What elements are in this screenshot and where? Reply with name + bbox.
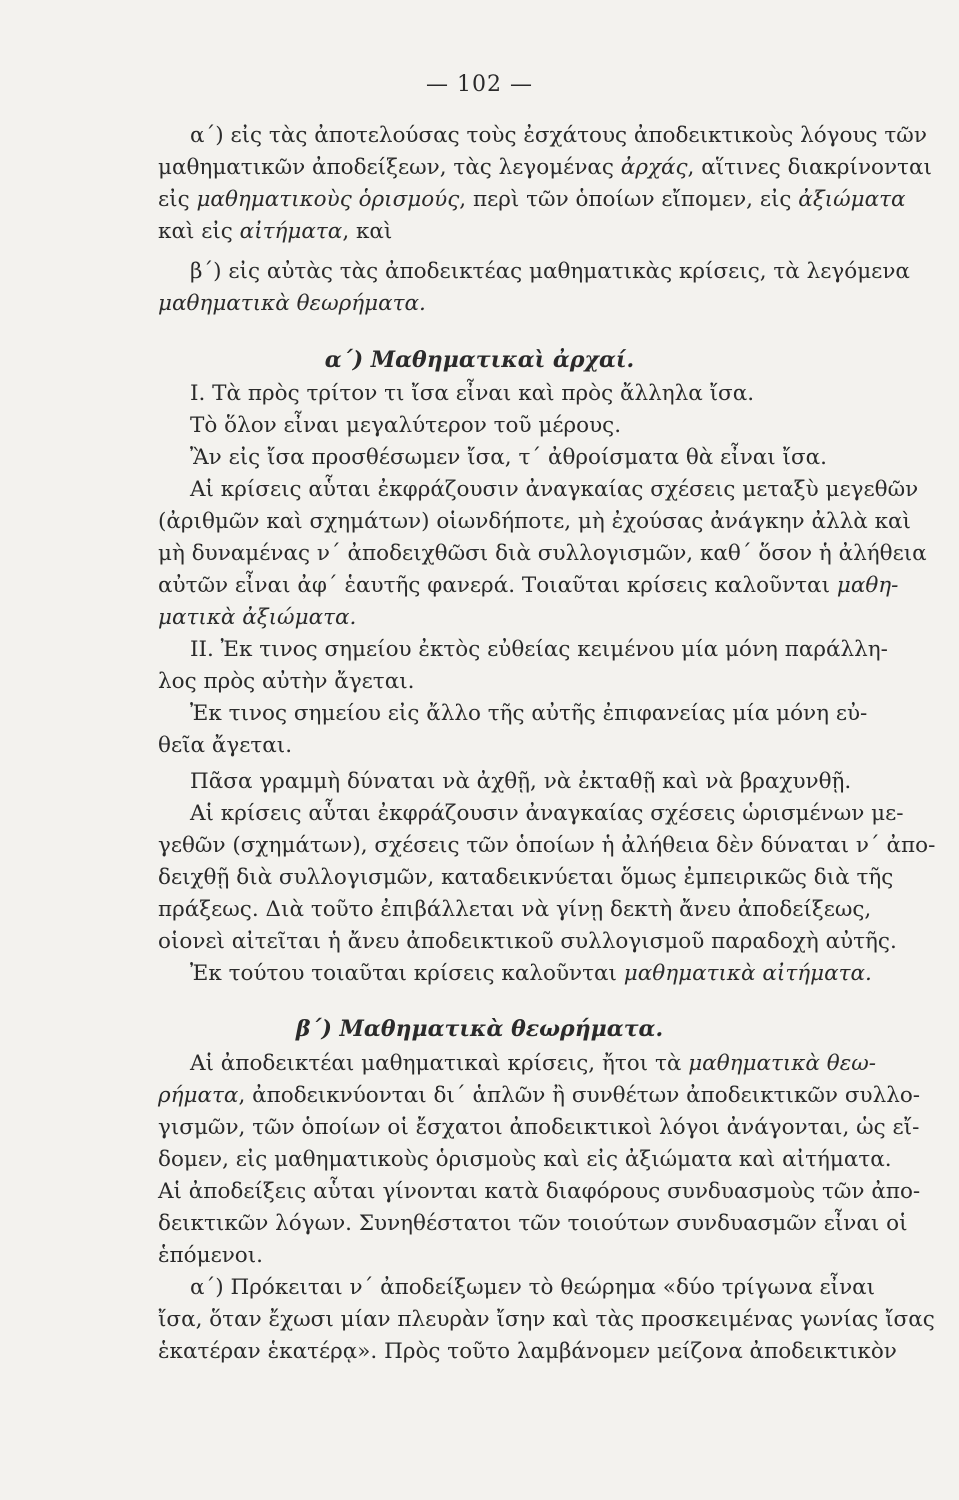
text-line [190,474,950,506]
italic-term: μαθη- [836,573,899,598]
text-line [190,766,950,798]
text-line [190,378,950,410]
text-segment: , περὶ τῶν ὁποίων εἴπομεν, εἰς [459,187,799,212]
text-segment: β΄) εἰς αὐτὰς τὰς ἀποδεικτέας μαθηματικὰς κρίσεις, τὰ λεγόμενα [190,259,910,284]
text-line [158,1176,921,1208]
italic-term: αἰτήματα [239,219,343,244]
italic-term: ἀρχάς [620,155,688,180]
text-line [158,570,918,602]
text-segment: εἰς [158,187,197,212]
text-segment: δομεν, εἰς μαθηματικοὺς ὁρισμοὺς καὶ εἰς ἀξιώματα καὶ αἰτήματα. [158,1147,892,1172]
page-number: — 102 — [426,72,533,97]
text-line [190,442,950,474]
text-segment: Τὸ ὅλον εἶναι μεγαλύτερον τοῦ μέρους. [190,413,622,438]
text-line [158,1144,918,1176]
text-line [158,288,918,320]
text-segment: (ἀριθμῶν καὶ σχημάτων) οἱωνδήποτε, μὴ ἐχούσας ἀνάγκην ἀλλὰ καὶ [158,509,911,534]
text-segment: , καὶ [342,219,393,244]
text-segment: , ἀποδεικνύονται δι΄ ἁπλῶν ἢ συνθέτων ἀποδεικτικῶν συλλο- [238,1083,921,1108]
text-segment: μὴ δυναμένας ν΄ ἀποδειχθῶσι διὰ συλλογισμῶν, καθ΄ ὅσον ἡ ἀλήθεια [158,541,927,566]
text-line [158,1304,935,1336]
text-line [158,1336,918,1368]
text-line [158,1080,921,1112]
text-line [158,152,932,184]
text-line [190,1272,950,1304]
text-line [158,1112,918,1144]
text-segment: α΄) Πρόκειται ν΄ ἀποδείξωμεν τὸ θεώρημα «δύο τρίγωνα εἶναι [190,1275,876,1300]
text-line [190,256,950,288]
text-segment: Αἱ κρίσεις αὗται ἐκφράζουσιν ἀναγκαίας σχέσεις μεταξὺ μεγεθῶν [190,477,919,502]
text-line [158,666,918,698]
text-segment: Αἱ ἀποδείξεις αὗται γίνονται κατὰ διαφόρους συνδυασμοὺς τῶν ἀπο- [158,1179,921,1204]
text-segment: καὶ εἰς [158,219,240,244]
italic-term: μαθηματικὰ θεω- [688,1051,877,1076]
text-segment: Αἱ κρίσεις αὗται ἐκφράζουσιν ἀναγκαίας σχέσεις ὡρισμένων με- [190,801,904,826]
text-segment: Ἐκ τινος σημείου εἰς ἄλλο τῆς αὐτῆς ἐπιφανείας μία μόνη εὐ- [190,701,868,726]
text-segment: μαθηματικῶν ἀποδείξεων, τὰς λεγομένας [158,155,621,180]
text-line [158,602,918,634]
text-segment: γεθῶν (σχημάτων), σχέσεις τῶν ὁποίων ἡ ἀλήθεια δὲν δύναται ν΄ ἀπο- [158,833,936,858]
text-line [158,926,918,958]
text-line [190,634,950,666]
italic-term: ρήματα [158,1083,239,1108]
text-line [158,1208,918,1240]
text-segment: οἱονεὶ αἰτεῖται ἡ ἄνευ ἀποδεικτικοῦ συλλογισμοῦ παραδοχὴ αὐτῆς. [158,929,897,954]
text-line [158,216,918,248]
text-segment: ἑκατέραν ἑκατέρᾳ». Πρὸς τοῦτο λαμβάνομεν μείζονα ἀποδεικτικὸν [158,1339,897,1364]
italic-term: μαθηματικοὺς ὁρισμούς [196,187,460,212]
text-segment: ἑπόμενοι. [158,1243,264,1268]
section-heading-theorems: β΄) Μαθηματικὰ θεωρήματα. [295,1016,664,1042]
text-segment: Πᾶσα γραμμὴ δύναται νὰ ἀχθῇ, νὰ ἐκταθῇ καὶ νὰ βραχυνθῇ. [190,769,852,794]
text-line [158,730,918,762]
text-line [158,862,918,894]
text-line [158,894,918,926]
text-line [158,184,918,216]
italic-term: μαθηματικὰ θεωρήματα. [158,291,426,316]
section-heading-principles: α΄) Μαθηματικαὶ ἀρχαί. [324,347,635,373]
text-segment: δεικτικῶν λόγων. Συνηθέστατοι τῶν τοιούτων συνδυασμῶν εἶναι οἱ [158,1211,908,1236]
text-line [190,958,950,990]
text-segment: , αἵτινες διακρίνονται [687,155,932,180]
text-segment: α΄) εἰς τὰς ἀποτελούσας τοὺς ἐσχάτους ἀποδεικτικοὺς λόγους τῶν [190,123,927,148]
text-segment: αὐτῶν εἶναι ἀφ΄ ἑαυτῆς φανερά. Τοιαῦται κρίσεις καλοῦνται [158,573,837,598]
text-segment: Ἂν εἰς ἴσα προσθέσωμεν ἴσα, τ΄ ἀθροίσματα θὰ εἶναι ἴσα. [190,445,828,470]
text-segment: δειχθῇ διὰ συλλογισμῶν, καταδεικνύεται ὅμως ἐμπειρικῶς διὰ τῆς [158,865,894,890]
text-segment: II. Ἐκ τινος σημείου ἐκτὸς εὐθείας κειμένου μία μόνη παράλλη- [190,637,888,662]
text-segment: Ἐκ τούτου τοιαῦται κρίσεις καλοῦνται [190,961,624,986]
text-line [158,1240,918,1272]
text-segment: θεῖα ἄγεται. [158,733,293,758]
text-line [190,798,950,830]
italic-term: ματικὰ ἀξιώματα. [158,605,357,630]
text-line [190,698,950,730]
italic-term: μαθηματικὰ αἰτήματα. [623,961,872,986]
italic-term: ἀξιώματα [798,187,906,212]
text-segment: ἴσα, ὅταν ἔχωσι μίαν πλευρὰν ἴσην καὶ τὰς προσκειμένας γωνίας ἴσας [158,1307,935,1332]
text-line [190,120,950,152]
text-line [190,410,950,442]
text-segment: I. Τὰ πρὸς τρίτον τι ἴσα εἶναι καὶ πρὸς ἄλληλα ἴσα. [190,381,755,406]
text-segment: λος πρὸς αὐτὴν ἄγεται. [158,669,415,694]
text-line [190,1048,950,1080]
text-segment: γισμῶν, τῶν ὁποίων οἱ ἔσχατοι ἀποδεικτικοὶ λόγοι ἀνάγονται, ὡς εἴ- [158,1115,920,1140]
text-segment: Αἱ ἀποδεικτέαι μαθηματικαὶ κρίσεις, ἤτοι τὰ [190,1051,689,1076]
text-line [158,538,927,570]
text-line [158,830,936,862]
text-segment: πράξεως. Διὰ τοῦτο ἐπιβάλλεται νὰ γίνῃ δεκτὴ ἄνευ ἀποδείξεως, [158,897,872,922]
text-line [158,506,918,538]
